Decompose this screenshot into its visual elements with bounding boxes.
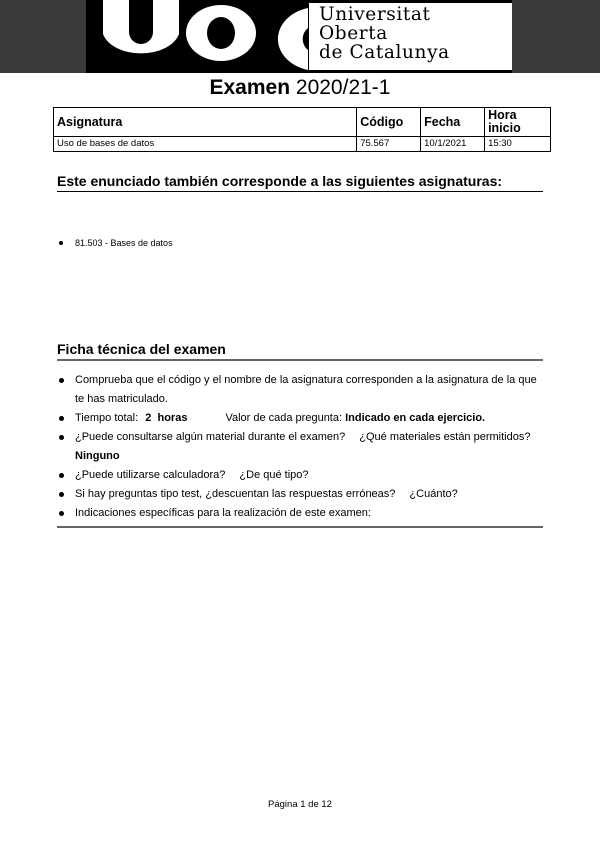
list-item: 81.503 - Bases de datos [57,237,547,249]
header-fecha: Fecha [421,108,485,137]
time-value: 2 horas [145,412,188,424]
title-term: 2020/21-1 [295,76,391,99]
table-header-row [54,108,551,137]
material-question-2: ¿Qué materiales están permitidos? [359,431,531,443]
title-bold: Examen [209,76,291,99]
page-number: Página 1 de 12 [268,799,332,810]
logo-line-2: Oberta [319,23,388,44]
header-band [0,0,600,73]
list-item-check-subject: Comprueba que el código y el nombre de la asignatura corresponden a la asignatura de la que te has matriculado. [57,371,547,409]
value-label: Valor de cada pregunta: [225,412,343,424]
value-value: Indicado en cada ejercicio. [345,412,486,424]
list-item-material [57,428,547,466]
test-question-1: Si hay preguntas tipo test, ¿descuentan las respuestas erróneas? [75,488,396,500]
cell-fecha: 10/1/2021 [421,137,485,152]
header-hora-inicio: Hora inicio [485,108,551,137]
header-asignatura: Asignatura [54,108,357,137]
table-row [54,137,551,152]
list-item-time [57,409,547,428]
page-title [0,76,600,100]
logo-line-1: Universitat [319,4,431,25]
other-subjects-heading: Este enunciado también corresponde a las siguientes asignaturas: [57,173,543,192]
uoc-logo-letters-icon [86,0,308,73]
logo-line-3: de Catalunya [319,42,450,63]
exam-sheet-list [57,371,547,523]
uoc-logo [86,0,512,73]
exam-info-table [53,107,551,152]
cell-codigo: 75.567 [357,137,421,152]
list-item-specific: Indicaciones específicas para la realización de este examen: [57,504,547,523]
calculator-question-1: ¿Puede utilizarse calculadora? [75,469,226,481]
material-answer: Ninguno [75,450,120,462]
uoc-logo-panel [309,3,512,70]
time-label: Tiempo total: [75,412,139,424]
uoc-logo-text [319,5,450,62]
list-item-calculator [57,466,547,485]
header-codigo: Código [357,108,421,137]
calculator-question-2: ¿De qué tipo? [239,469,309,481]
test-question-2: ¿Cuánto? [409,488,458,500]
list-item-test [57,485,547,504]
cell-hora: 15:30 [485,137,551,152]
cell-asignatura: Uso de bases de datos [54,137,357,152]
material-question-1: ¿Puede consultarse algún material durante el examen? [75,431,346,443]
exam-sheet-heading: Ficha técnica del examen [57,341,543,361]
other-subjects-list [57,237,547,249]
section-divider [57,526,543,528]
